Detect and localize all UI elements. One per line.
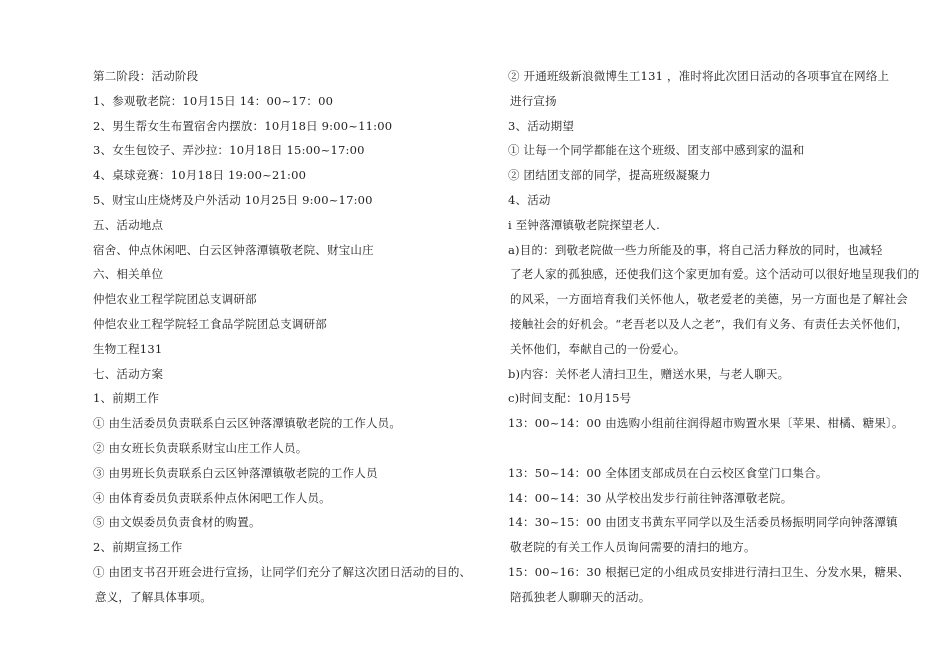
text-line: b)内容：关怀老人清扫卫生，赠送水果，与老人聊天。: [508, 366, 790, 381]
text-line: 3、女生包饺子、弄沙拉：10月18日 15:00~17:00: [93, 143, 365, 158]
text-line: 了老人家的孤独感，还使我们这个家更加有爱。这个活动可以很好地呈现我们的: [510, 267, 920, 282]
right-column: [508, 64, 920, 610]
text-line: 进行宣扬: [510, 93, 557, 108]
text-line: 第二阶段：活动阶段: [93, 69, 199, 83]
text-line: 仲恺农业工程学院轻工食品学院团总支调研部: [93, 316, 327, 331]
text-line: 关怀他们，奉献自己的一份爱心。: [510, 341, 686, 356]
text-line: 1、前期工作: [93, 391, 160, 406]
text-line: ④ 由体育委员负责联系仲点休闲吧工作人员。: [93, 490, 331, 505]
text-line: 五、活动地点: [93, 217, 164, 232]
text-line: 敬老院的有关工作人员询问需要的清扫的地方。: [510, 540, 756, 555]
text-line: 七、活动方案: [93, 366, 164, 381]
text-line: ① 让每一个同学都能在这个班级、团支部中感到家的温和: [508, 143, 805, 158]
text-line: 13：50~14：00 全体团支部成员在白云校区食堂门口集合。: [508, 465, 828, 480]
text-line: 14：00~14：30 从学校出发步行前往钟落潭敬老院。: [508, 490, 793, 505]
text-line: 3、活动期望: [508, 118, 575, 133]
text-line: 4、桌球竞赛：10月18日 19:00~21:00: [93, 168, 307, 183]
text-line: a)目的：到敬老院做一些力所能及的事，将自己活力释放的同时，也减轻: [508, 242, 883, 257]
text-line: ② 由女班长负责联系财宝山庄工作人员。: [93, 440, 308, 455]
text-line: 仲恺农业工程学院团总支调研部: [93, 292, 257, 307]
text-line: 宿舍、仲点休闲吧、白云区钟落潭镇敬老院、财宝山庄: [93, 242, 374, 257]
left-column: [93, 64, 472, 610]
text-line: 2、前期宣扬工作: [93, 540, 183, 555]
text-line: 1、参观敬老院：10月15日 14：00~17：00: [93, 93, 334, 108]
text-line: 六、相关单位: [93, 267, 164, 282]
text-line: ⑤ 由文娱委员负责食材的购置。: [93, 515, 261, 530]
text-line: 意义，了解具体事项。: [95, 589, 212, 604]
text-line: 13：00~14：00 由选购小组前往润得超市购置水果〔苹果、柑橘、糖果〕。: [508, 416, 904, 431]
text-line: ② 团结团支部的同学，提高班级凝聚力: [508, 168, 711, 183]
text-line: 生物工程131: [93, 341, 163, 356]
text-line: c)时间支配：10月15号: [508, 391, 632, 406]
text-line: 5、财宝山庄烧烤及户外活动 10月25日 9:00~17:00: [93, 192, 373, 207]
text-line: 2、男生帮女生布置宿舍内摆放：10月18日 9:00~11:00: [93, 118, 393, 133]
text-line: 14：30~15：00 由团支书黄东平同学以及生活委员杨振明同学向钟落潭镇: [508, 515, 898, 530]
text-line: ③ 由男班长负责联系白云区钟落潭镇敬老院的工作人员: [93, 465, 378, 480]
text-line: 15：00~16：30 根据已定的小组成员安排进行清扫卫生、分发水果，糖果、: [508, 564, 910, 579]
text-line: 接触社会的好机会。“老吾老以及人之老”，我们有义务、有责任去关怀他们，: [510, 316, 909, 331]
text-line: ② 开通班级新浪微博生工131 ，准时将此次团日活动的各项事宜在网络上: [508, 69, 890, 83]
text-line: ⅰ 至钟落潭镇敬老院探望老人.: [508, 217, 660, 232]
text-line: 陪孤独老人聊聊天的活动。: [510, 589, 651, 604]
text-line: ① 由团支书召开班会进行宣扬，让同学们充分了解这次团日活动的目的、: [93, 564, 472, 579]
text-line: 的风采，一方面培育我们关怀他人，敬老爱老的美德，另一方面也是了解社会: [510, 292, 908, 307]
text-line: 4、活动: [508, 192, 551, 207]
text-line: ① 由生活委员负责联系白云区钟落潭镇敬老院的工作人员。: [93, 416, 402, 431]
blank-line: [508, 436, 880, 461]
